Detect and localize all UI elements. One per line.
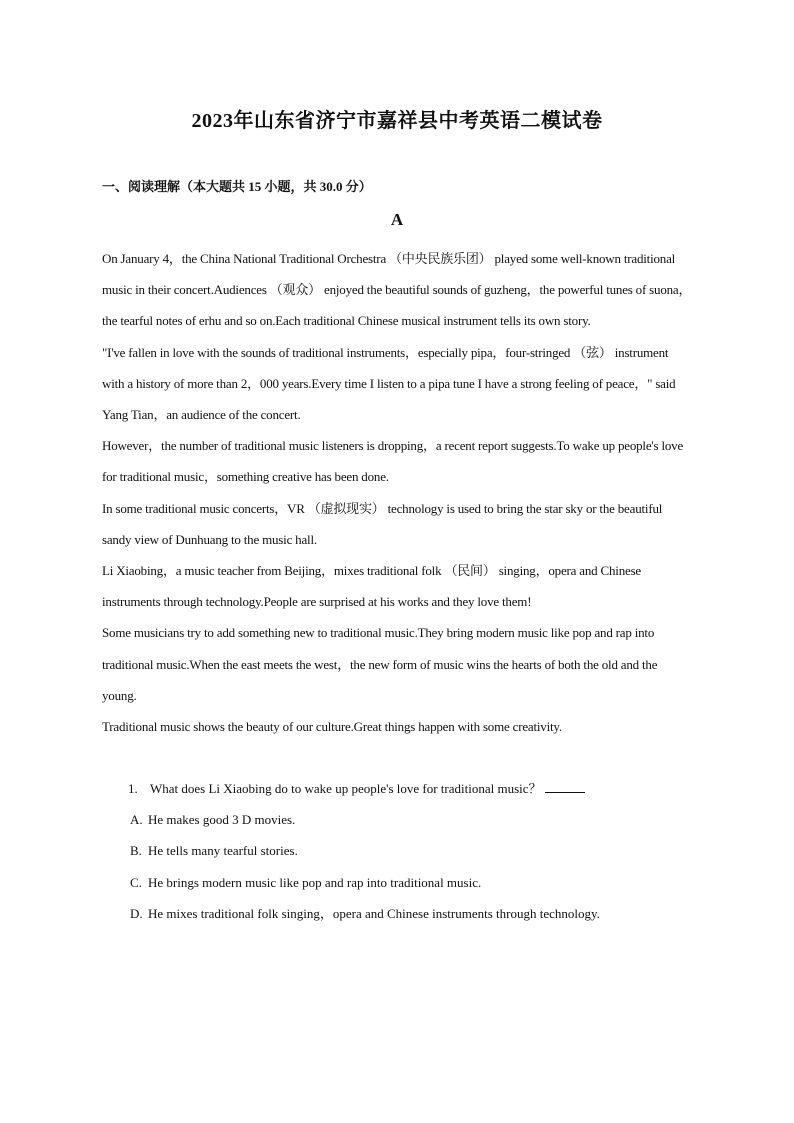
passage-paragraph: However，the number of traditional music listeners is dropping，a recent report suggests.To wake up people's love for traditional music，something creative has been done.: [102, 438, 684, 485]
option-a: [128, 804, 688, 835]
passage-paragraph: Some musicians try to add something new to traditional music.They bring modern music like pop and rap into traditional music.When the east meets the west，the new form of music wins the hearts of both the old and the young.: [102, 625, 658, 703]
passage-paragraph: In some traditional music concerts，VR （虚拟现实） technology is used to bring the star sky or the beautiful sandy view of Dunhuang to the music hall.: [102, 500, 663, 547]
option-letter: B.: [130, 843, 142, 859]
option-letter: A.: [130, 812, 143, 828]
option-text: He brings modern music like pop and rap into traditional music.: [148, 874, 482, 890]
passage-paragraph: On January 4，the China National Traditional Orchestra （中央民族乐团） played some well-known traditional music in their concert.Audiences （观众） enjoyed the beautiful sounds of guzheng，the powerful tunes of suona，the tearful notes of erhu and so on.Each traditional Chinese musical instrument tells its own story.: [102, 251, 692, 329]
option-c: [128, 867, 688, 898]
option-letter: C.: [130, 874, 142, 890]
answer-blank: [545, 778, 585, 793]
question-stem: [128, 773, 688, 804]
question-number: 1.: [128, 781, 138, 796]
passage-paragraph: Li Xiaobing，a music teacher from Beijing，mixes traditional folk （民间） singing，opera and Chinese instruments through technology.People are surprised at his works and they love them!: [102, 563, 642, 610]
option-d: [128, 898, 688, 929]
passage-paragraph: "I've fallen in love with the sounds of traditional instruments，especially pipa，four-stringed （弦） instrument with a history of more than 2，000 years.Every time I listen to a pipa tune I have a strong feeling of peace，" said Yang Tian，an audience of the concert.: [102, 344, 676, 423]
page-title: 2023年山东省济宁市嘉祥县中考英语二模试卷: [191, 110, 603, 132]
option-text: He tells many tearful stories.: [148, 843, 298, 859]
reading-passage: [102, 243, 692, 742]
question-text: [150, 773, 585, 804]
option-text: He makes good 3 D movies.: [148, 812, 296, 828]
passage-label: A: [390, 210, 404, 229]
section-heading: 一、阅读理解（本大题共 15 小题，共 30.0 分）: [102, 179, 372, 194]
option-b: [128, 835, 688, 866]
question-1: [128, 773, 688, 929]
passage-paragraph: Traditional music shows the beauty of our culture.Great things happen with some creativity.: [102, 719, 562, 735]
option-letter: D.: [130, 905, 143, 921]
question-stem-text: What does Li Xiaobing do to wake up people's love for traditional music？: [150, 781, 542, 796]
option-text: He mixes traditional folk singing，opera and Chinese instruments through technology.: [148, 905, 600, 921]
